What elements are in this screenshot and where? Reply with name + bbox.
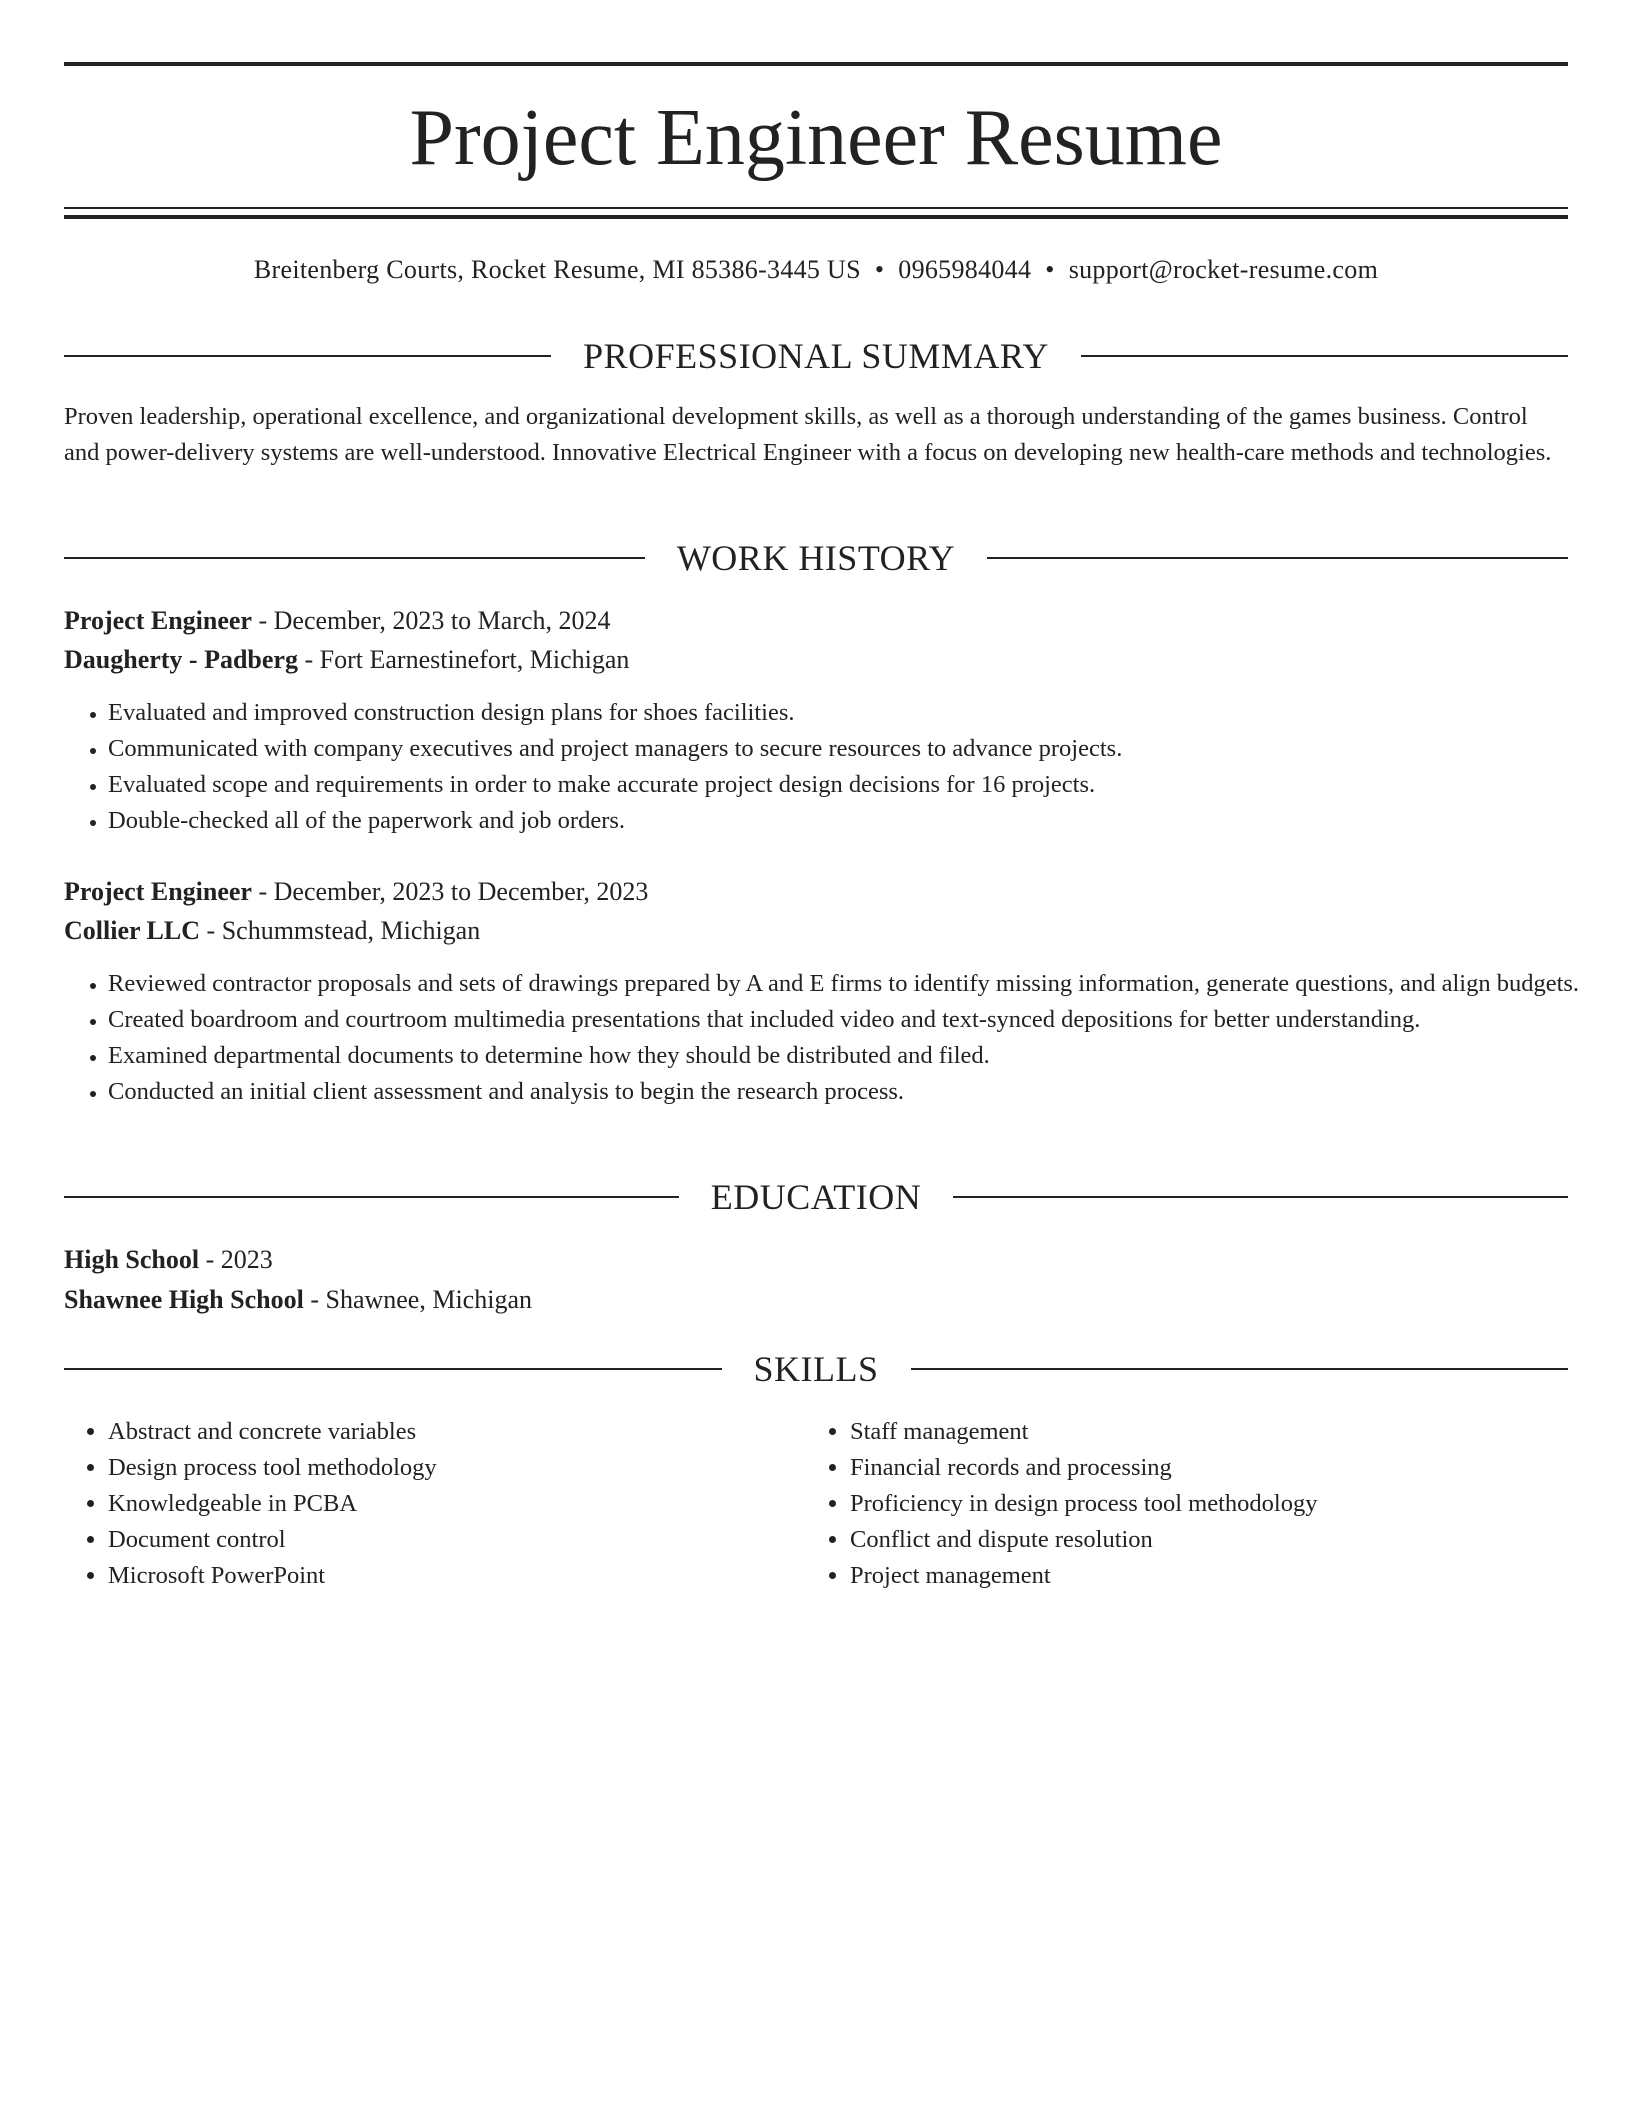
list-item: • Staff management — [850, 1414, 1548, 1450]
skills-list-left — [64, 1414, 806, 1594]
heading-rule-left — [64, 355, 551, 357]
skills-list-right — [806, 1414, 1548, 1594]
job-bullets — [64, 695, 1612, 839]
work-heading-label: WORK HISTORY — [676, 538, 956, 578]
heading-rule-right — [911, 1368, 1569, 1370]
heading-rule-left — [64, 557, 645, 559]
list-item: • Created boardroom and courtroom multimedia presentations that included video and text-synced depositions for better understanding. — [108, 1002, 1612, 1038]
title-rule-thin — [64, 207, 1568, 209]
list-item: • Conducted an initial client assessment and analysis to begin the research process. — [108, 1074, 1612, 1110]
job-company: Collier LLC — [64, 916, 201, 945]
contact-address: Breitenberg Courts, Rocket Resume, MI 85386-3445 US — [253, 255, 861, 284]
education-heading-label: EDUCATION — [710, 1177, 922, 1217]
contact-email[interactable]: support@rocket-resume.com — [1068, 255, 1379, 284]
list-item: • Abstract and concrete variables — [108, 1414, 806, 1450]
list-item: • Financial records and processing — [850, 1450, 1548, 1486]
job-location: - Schummstead, Michigan — [200, 916, 481, 945]
list-item: • Project management — [850, 1558, 1548, 1594]
summary-heading-label: PROFESSIONAL SUMMARY — [583, 336, 1049, 376]
list-item: • Examined departmental documents to determine how they should be distributed and filed. — [108, 1038, 1612, 1074]
job-role: Project Engineer — [64, 606, 252, 635]
job-location: - Fort Earnestinefort, Michigan — [297, 645, 630, 674]
job-role: Project Engineer — [64, 877, 252, 906]
job-company-line — [64, 912, 1568, 950]
education-school: Shawnee High School — [64, 1285, 304, 1314]
heading-rule-right — [953, 1196, 1568, 1198]
heading-rule-left — [64, 1196, 679, 1198]
list-item: • Document control — [108, 1522, 806, 1558]
job-dates: - December, 2023 to December, 2023 — [251, 877, 649, 906]
education-year: - 2023 — [199, 1245, 273, 1274]
heading-rule-right — [1081, 355, 1568, 357]
list-item: • Design process tool methodology — [108, 1450, 806, 1486]
list-item: • Double-checked all of the paperwork and job orders. — [108, 803, 1612, 839]
summary-text: Proven leadership, operational excellence, and organizational development skills, as well as a thorough understanding of the games business. Control and power-delivery systems are well-understood. Innovative Electrical Engineer with a focus on developing new health-care methods and technologies. — [64, 403, 1552, 466]
job-dates: - December, 2023 to March, 2024 — [251, 606, 611, 635]
list-item: • Proficiency in design process tool methodology — [850, 1486, 1548, 1522]
heading-rule-left — [64, 1368, 722, 1370]
page-title: Project Engineer Resume — [409, 94, 1223, 182]
job-title-line — [64, 873, 1568, 911]
list-item: • Conflict and dispute resolution — [850, 1522, 1548, 1558]
work-heading — [64, 536, 1568, 580]
title-rule-thick — [64, 215, 1568, 219]
education-degree: High School — [64, 1245, 200, 1274]
education-school-line — [64, 1281, 1568, 1319]
summary-heading — [64, 334, 1568, 378]
contact-phone[interactable]: 0965984044 — [898, 255, 1032, 284]
list-item: • Communicated with company executives and project managers to secure resources to advance projects. — [108, 731, 1612, 767]
contact-line — [64, 252, 1568, 288]
separator-dot: • — [1045, 255, 1055, 284]
education-location: - Shawnee, Michigan — [303, 1285, 532, 1314]
skills-heading — [64, 1347, 1568, 1391]
list-item: • Evaluated scope and requirements in order to make accurate project design decisions for 16 projects. — [108, 767, 1612, 803]
job-company-line — [64, 641, 1568, 679]
job-title-line — [64, 602, 1568, 640]
list-item: • Microsoft PowerPoint — [108, 1558, 806, 1594]
job-bullets — [64, 966, 1612, 1110]
list-item: • Evaluated and improved construction design plans for shoes facilities. — [108, 695, 1612, 731]
list-item: • Knowledgeable in PCBA — [108, 1486, 806, 1522]
education-degree-line — [64, 1241, 1568, 1279]
top-rule — [64, 62, 1568, 66]
heading-rule-right — [987, 557, 1568, 559]
separator-dot: • — [874, 255, 885, 284]
education-heading — [64, 1175, 1568, 1219]
job-company: Daugherty - Padberg — [64, 645, 298, 674]
skills-columns — [64, 1414, 1568, 1594]
list-item: • Reviewed contractor proposals and sets of drawings prepared by A and E firms to identify missing information, generate questions, and align budgets. — [108, 966, 1612, 1002]
skills-heading-label: SKILLS — [753, 1349, 879, 1389]
